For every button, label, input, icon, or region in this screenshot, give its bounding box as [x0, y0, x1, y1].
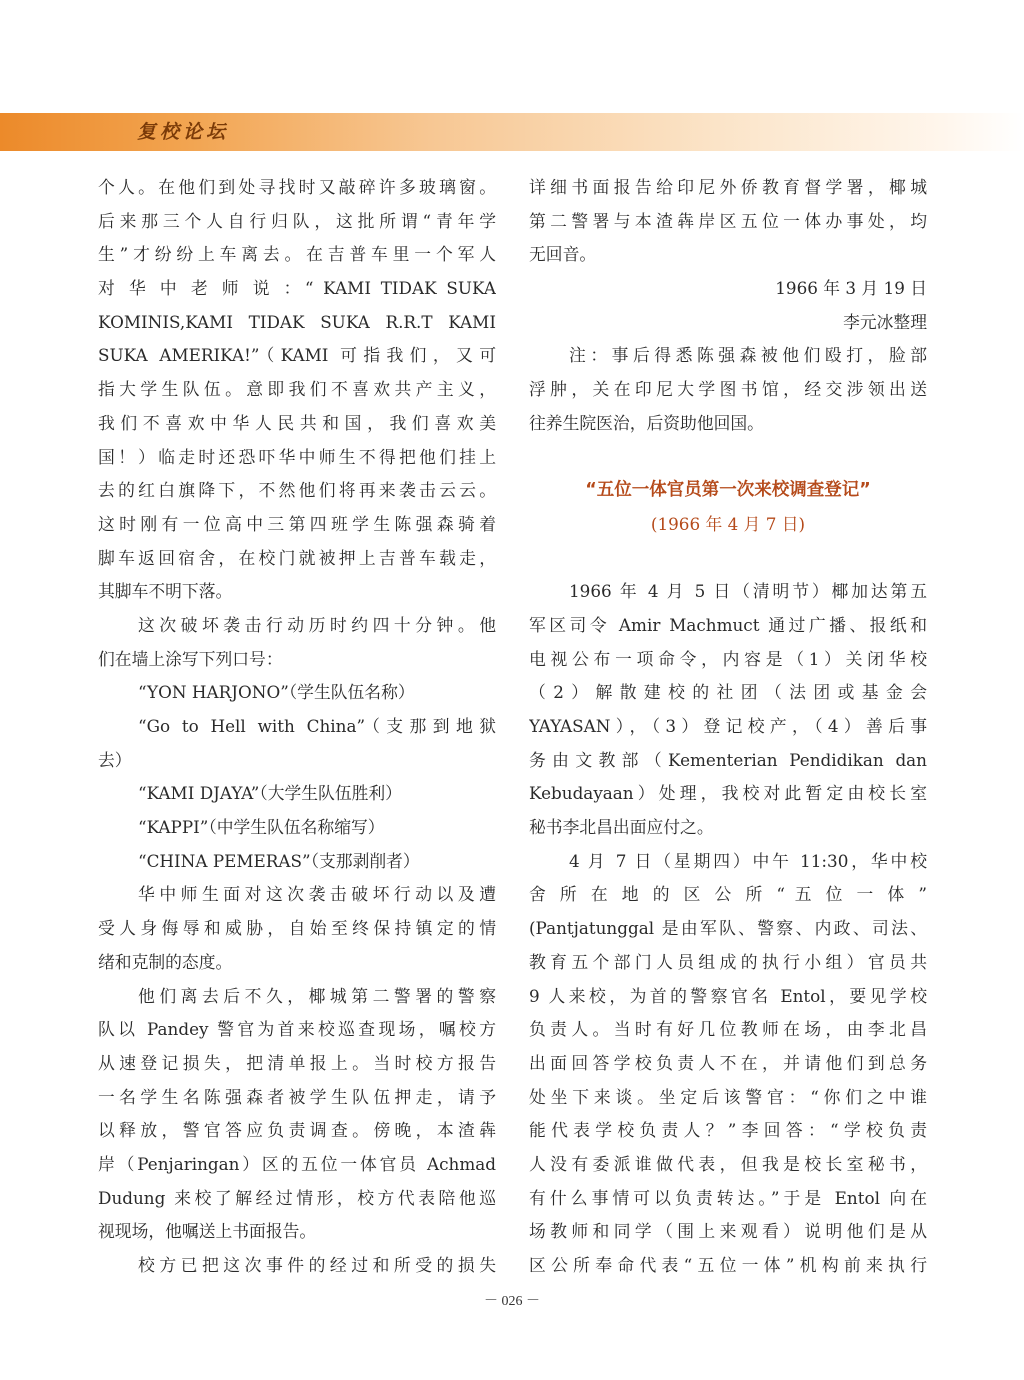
text-line: 华中师生面对这次袭击破坏行动以及遭	[138, 884, 496, 905]
text-line: KOMINIS,KAMI TIDAK SUKA R.R.T KAMI	[98, 311, 496, 332]
slogan-line: “CHINA PEMERAS”（支那剥削者）	[138, 850, 420, 871]
slogan-line: “YON HARJONO”（学生队伍名称）	[138, 682, 415, 703]
text-line: 一名学生名陈强森者被学生队伍押走，请予	[98, 1086, 496, 1107]
text-line: 详细书面报告给印尼外侨教育督学署，椰城	[529, 177, 927, 197]
slogan-line: “KAPPI”（中学生队伍名称缩写）	[138, 817, 385, 838]
text-line: 军区司令 Amir Machmuct 通过广播、报纸和	[529, 614, 927, 635]
text-line: 指大学生队伍。意即我们不喜欢共产主义，	[98, 379, 496, 400]
text-line: 其脚车不明下落。	[98, 581, 233, 602]
text-line: 出面回答学校负责人不在，并请他们到总务	[529, 1052, 927, 1073]
slogan-line: “KAMI DJAYA”（大学生队伍胜利）	[138, 783, 402, 804]
text-line: 场教师和同学（围上来观看）说明他们是从	[529, 1221, 927, 1242]
text-line: 能代表学校负责人？”李回答：“学校负责	[529, 1120, 927, 1141]
text-line: 秘书李北昌出面应付之。	[529, 817, 714, 838]
note-line: 往养生院医治，后资助他回国。	[529, 412, 764, 433]
text-line: 们在墙上涂写下列口号：	[98, 648, 283, 669]
text-line: 对 华 中 老 师 说 ：“ KAMI TIDAK SUKA	[98, 278, 496, 299]
text-line: 1966 年 4 月 5 日（清明节）椰加达第五	[569, 581, 927, 602]
text-line: 去的红白旗降下，不然他们将再来袭击云云。	[98, 480, 496, 501]
text-line: 负责人。当时有好几位教师在场，由李北昌	[529, 1019, 927, 1040]
text-line: 第二警署与本渣犇岸区五位一体办事处，均	[529, 210, 927, 231]
text-line: 舍 所 在 地 的 区 公 所 “ 五 位 一 体 ”	[529, 884, 927, 905]
text-line: YAYASAN），（3）登记校产，（4）善后事	[529, 716, 927, 736]
text-line: 他们离去后不久，椰城第二警署的警察	[138, 985, 496, 1006]
text-line: 4 月 7 日（星期四）中午 11:30，华中校	[569, 850, 927, 871]
text-line: 个人。在他们到处寻找时又敲碎许多玻璃窗。	[98, 177, 496, 197]
note-line: 注：事后得悉陈强森被他们殴打，脸部	[569, 345, 927, 366]
text-line: 队以 Pandey 警官为首来校巡查现场，嘱校方	[98, 1019, 496, 1040]
text-line: 岸（Penjaringan）区的五位一体官员 Achmad	[98, 1153, 496, 1174]
section-title: 复校论坛	[137, 121, 230, 143]
text-line: Kebudayaan）处理，我校对此暂定由校长室	[529, 783, 927, 804]
text-line: (Pantjatunggal 是由军队、警察、内政、司法、	[529, 918, 927, 939]
text-line: 我们不喜欢中华人民共和国，我们喜欢美	[98, 412, 496, 433]
signature-date: 1966 年 3 月 19 日	[775, 278, 927, 299]
spacer	[529, 441, 927, 475]
text-line: 无回音。	[529, 244, 597, 265]
text-line: 这时刚有一位高中三第四班学生陈强森骑着	[98, 513, 496, 534]
left-column	[98, 171, 496, 1283]
text-line: 生”才纷纷上车离去。在吉普车里一个军人	[98, 244, 496, 265]
text-line: 处坐下来谈。坐定后该警官：“你们之中谁	[529, 1086, 927, 1107]
text-line: 后来那三个人自行归队，这批所谓“青年学	[98, 210, 496, 231]
text-line: 有什么事情可以负责转达。”于是 Entol 向在	[529, 1187, 927, 1208]
text-line: 电视公布一项命令，内容是（1）关闭华校	[529, 648, 927, 669]
slogan-line: 去）	[98, 749, 132, 770]
text-line: （2）解散建校的社团（法团或基金会	[529, 682, 927, 703]
editor-name: 李元冰整理	[843, 311, 927, 332]
text-line: SUKA AMERIKA!”（KAMI 可指我们，又可	[98, 345, 496, 366]
spacer	[529, 542, 927, 576]
text-line: 这次破坏袭击行动历时约四十分钟。他	[138, 614, 496, 635]
text-line: 务由文教部（Kementerian Pendidikan dan	[529, 749, 927, 770]
text-line: 校方已把这次事件的经过和所受的损失	[138, 1255, 496, 1275]
right-column	[529, 171, 927, 1283]
page-number: － 026 －	[484, 1294, 540, 1309]
text-line: 区公所奉命代表“五位一体”机构前来执行	[529, 1255, 927, 1275]
text-line: 人没有委派谁做代表，但我是校长室秘书，	[529, 1153, 927, 1174]
text-line: 视现场，他嘱送上书面报告。	[98, 1221, 317, 1242]
article-title: “五位一体官员第一次来校调查登记”	[585, 480, 871, 501]
text-line: 绪和克制的态度。	[98, 951, 233, 972]
slogan-line: “Go to Hell with China”（支那到地狱	[138, 716, 496, 736]
text-line: 以释放，警官答应负责调查。傍晚，本渣犇	[98, 1120, 496, 1141]
text-line: 教育五个部门人员组成的执行小组）官员共	[529, 951, 927, 972]
text-line: 9 人来校，为首的警察官名 Entol，要见学校	[529, 985, 927, 1006]
note-line: 浮肿，关在印尼大学图书馆，经交涉领出送	[529, 379, 927, 400]
text-line: 受人身侮辱和威胁，自始至终保持镇定的情	[98, 918, 496, 939]
text-line: 国！）临走时还恐吓华中师生不得把他们挂上	[98, 446, 496, 467]
text-line: Dudung 来校了解经过情形，校方代表陪他巡	[98, 1187, 496, 1208]
text-line: 从速登记损失，把清单报上。当时校方报告	[98, 1052, 496, 1073]
text-line: 脚车返回宿舍，在校门就被押上吉普车载走，	[98, 547, 496, 568]
article-date: (1966 年 4 月 7 日)	[650, 513, 806, 534]
